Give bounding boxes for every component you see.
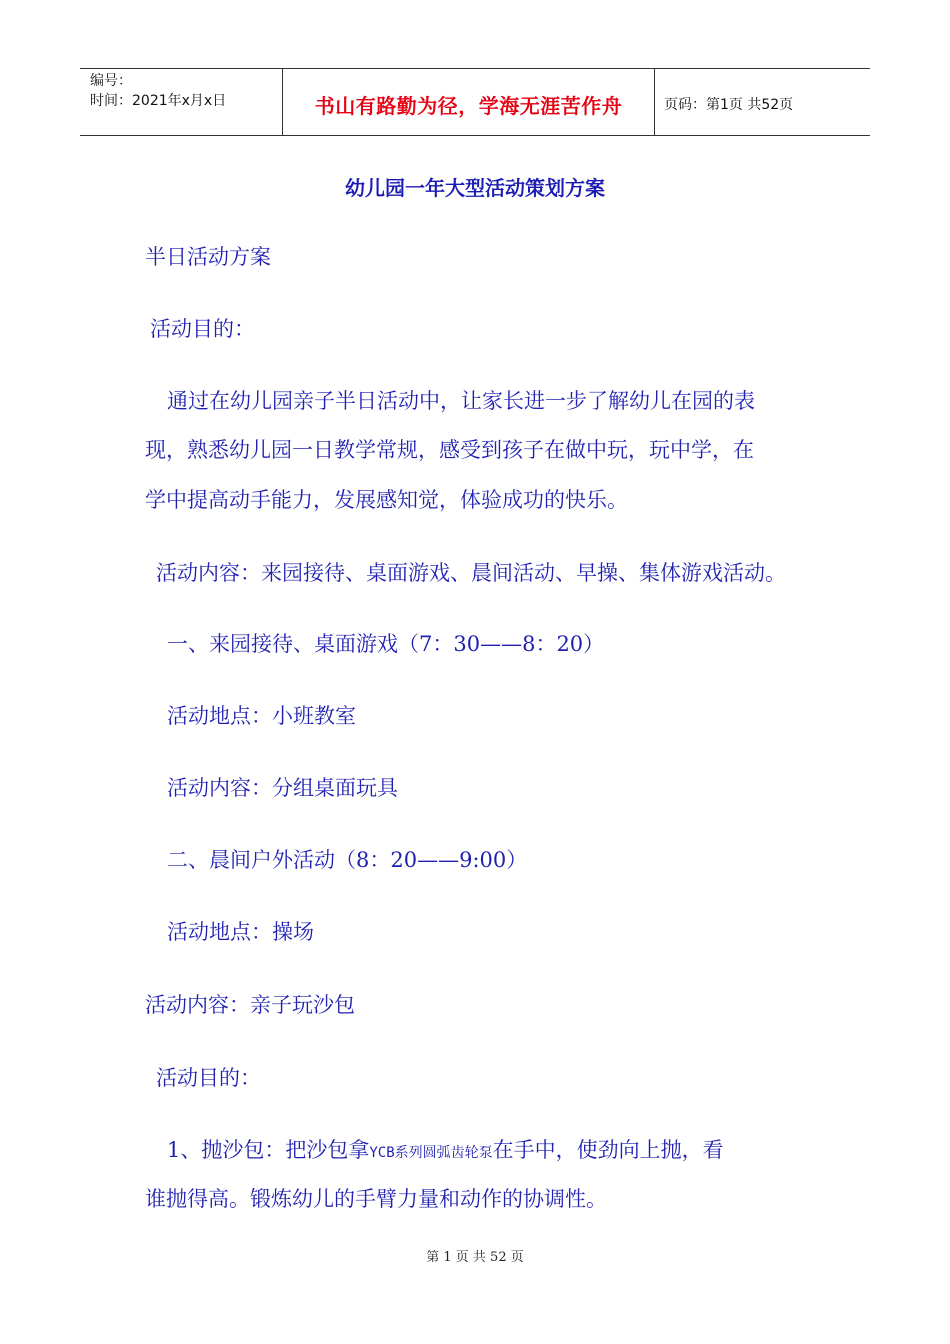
intro-line-2: 现，熟悉幼儿园一日教学常规，感受到孩子在做中玩，玩中学，在 [145, 438, 754, 462]
item1-prefix: 1、抛沙包：把沙包拿 [167, 1138, 370, 1162]
item1-line-1 [167, 1136, 724, 1167]
part1-content: 活动内容：分组桌面玩具 [167, 776, 398, 800]
header-motto: 书山有路勤为径，学海无涯苦作舟 [282, 69, 655, 135]
item1-suffix: 在手中，使劲向上抛，看 [492, 1138, 724, 1162]
header-number-label: 编号： [90, 73, 132, 89]
header-page-info: 页码：第1页 共52页 [664, 97, 794, 113]
part1-title: 一、来园接待、桌面游戏（7：30——8：20） [167, 632, 605, 656]
content-label: 活动内容： [156, 561, 261, 585]
goal-heading-2: 活动目的： [156, 1066, 261, 1090]
part2-content: 活动内容：亲子玩沙包 [145, 993, 355, 1017]
document-header [80, 68, 870, 136]
document-title: 幼儿园一年大型活动策划方案 [345, 176, 605, 200]
content-text: 来园接待、桌面游戏、晨间活动、早操、集体游戏活动。 [261, 561, 786, 585]
goal-heading-1: 活动目的： [150, 317, 255, 341]
header-meta [80, 69, 282, 135]
intro-line-1: 通过在幼儿园亲子半日活动中，让家长进一步了解幼儿在园的表 [167, 389, 755, 413]
page-footer: 第 1 页 共 52 页 [426, 1250, 524, 1265]
intro-line-3: 学中提高动手能力，发展感知觉，体验成功的快乐。 [145, 488, 628, 512]
item1-insert: YCB系列圆弧齿轮泵 [369, 1145, 493, 1161]
header-time-label: 时间：2021年x月x日 [90, 93, 227, 109]
part1-location: 活动地点：小班教室 [167, 704, 356, 728]
part2-title: 二、晨间户外活动（8：20——9:00） [167, 848, 528, 872]
section-heading: 半日活动方案 [145, 245, 271, 269]
content-paragraph [156, 559, 786, 587]
item1-line-2: 谁抛得高。锻炼幼儿的手臂力量和动作的协调性。 [145, 1187, 607, 1211]
part2-location: 活动地点：操场 [167, 920, 314, 944]
